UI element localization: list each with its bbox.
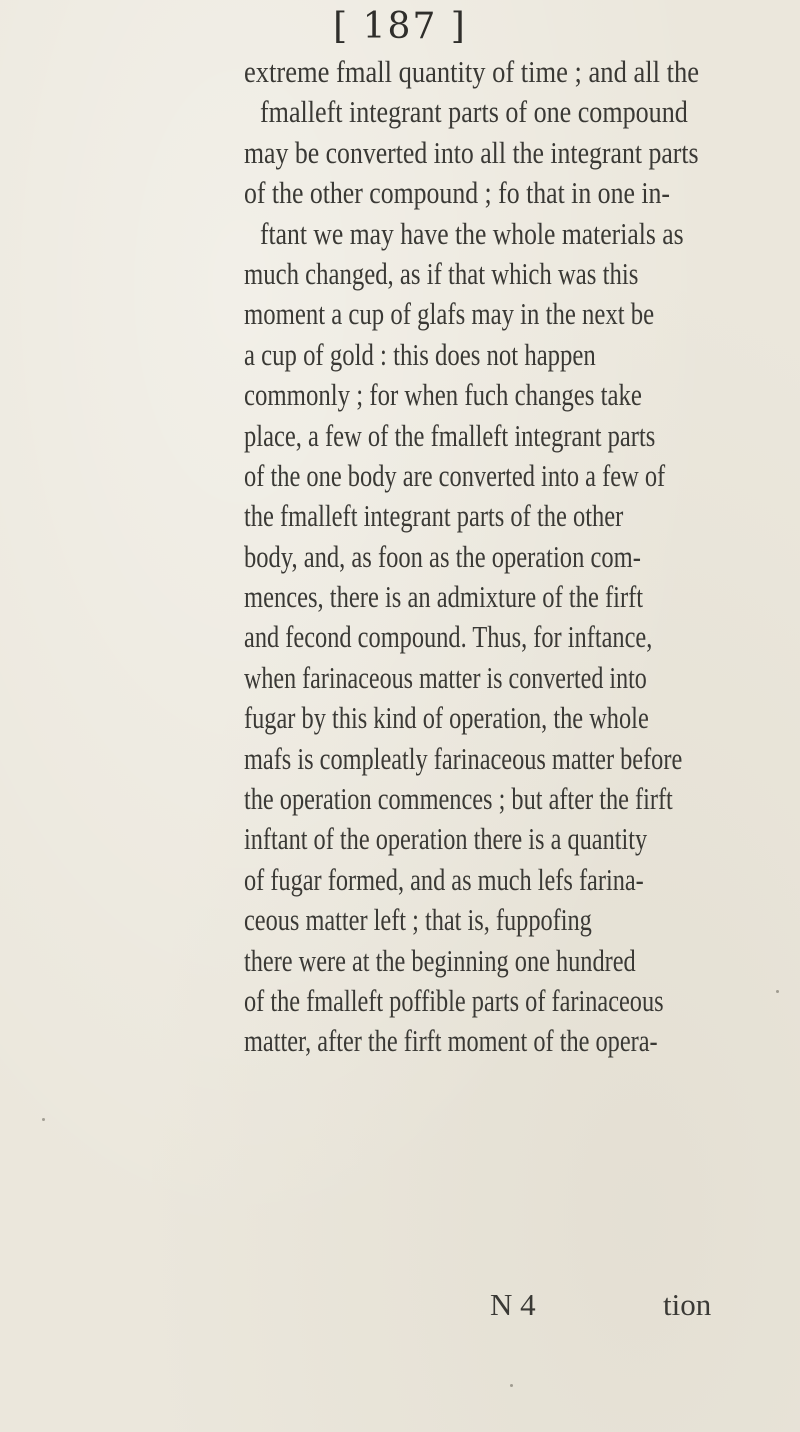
text-line: there were at the beginning one hundred: [244, 942, 636, 978]
text-line: fugar by this kind of operation, the whole: [244, 700, 649, 736]
text-line: mences, there is an admixture of the firft: [244, 579, 644, 615]
text-line: much changed, as if that which was this: [244, 255, 639, 291]
text-line: may be converted into all the integrant parts: [244, 134, 699, 170]
catchword: tion: [663, 1287, 712, 1322]
text-line: place, a few of the fmalleft integrant parts: [244, 417, 656, 453]
body-text: [228, 52, 800, 1062]
text-line: commonly ; for when fuch changes take: [244, 377, 642, 413]
text-line: fmalleft integrant parts of one compound: [260, 94, 688, 130]
text-line: ftant we may have the whole materials as: [260, 215, 684, 251]
text-line: when farinaceous matter is converted into: [244, 659, 647, 695]
text-line: of the fmalleft poffible parts of farinaceous: [244, 982, 664, 1018]
text-line: the operation commences ; but after the firft: [244, 781, 673, 817]
text-line: mafs is compleatly farinaceous matter before: [244, 740, 683, 776]
text-line: of the other compound ; fo that in one in-: [244, 175, 670, 211]
signature-mark: N 4: [490, 1287, 536, 1322]
text-line: extreme fmall quantity of time ; and all the: [244, 54, 699, 89]
text-line: of the one body are converted into a few of: [244, 457, 666, 493]
text-line: ceous matter left ; that is, fuppofing: [244, 902, 592, 938]
text-line: matter, after the firft moment of the opera-: [244, 1023, 658, 1059]
text-line: a cup of gold : this does not happen: [244, 336, 596, 372]
paper-speck: [42, 1118, 45, 1121]
paper-speck: [776, 990, 779, 993]
text-line: and fecond compound. Thus, for inftance,: [244, 619, 653, 655]
page-footer: [0, 1287, 800, 1327]
text-line: of fugar formed, and as much lefs farina-: [244, 861, 644, 897]
paper-speck: [510, 1384, 513, 1387]
text-line: inftant of the operation there is a quantity: [244, 821, 648, 857]
page-number-header: [ 187 ]: [333, 6, 467, 47]
text-line: body, and, as foon as the operation com-: [244, 538, 641, 574]
text-line: the fmalleft integrant parts of the other: [244, 498, 624, 534]
text-line: moment a cup of glafs may in the next be: [244, 296, 655, 332]
